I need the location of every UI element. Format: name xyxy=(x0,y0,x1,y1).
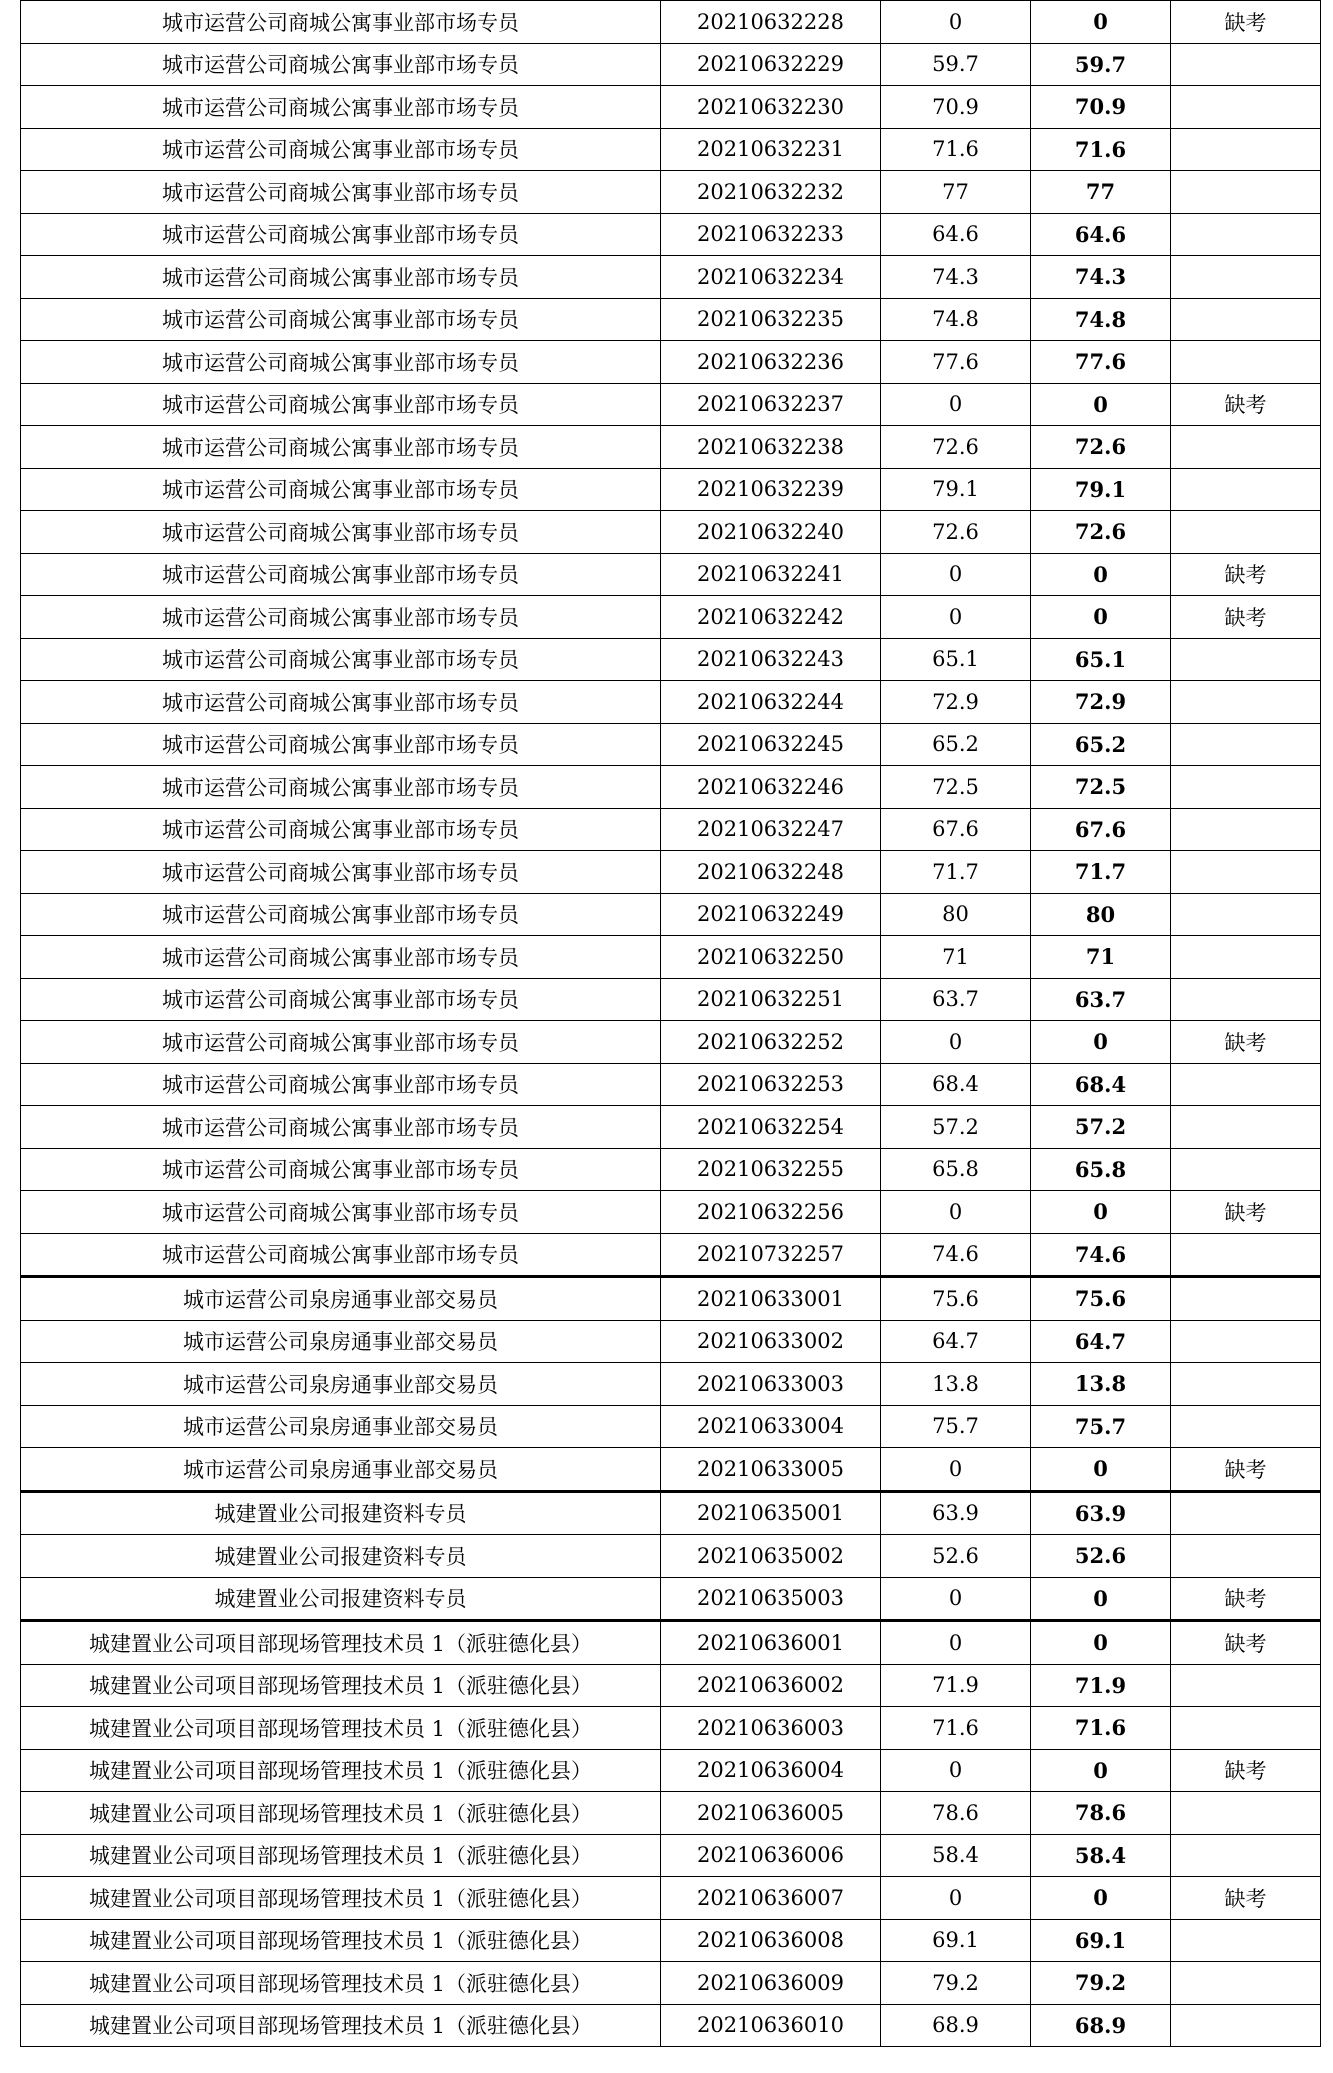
remark-cell xyxy=(1171,1491,1321,1535)
table-row xyxy=(21,1,1321,44)
final-score-cell: 0 xyxy=(1031,1448,1171,1492)
remark-cell: 缺考 xyxy=(1171,383,1321,426)
position-cell: 城市运营公司商城公寓事业部市场专员 xyxy=(21,128,661,171)
position-cell: 城市运营公司商城公寓事业部市场专员 xyxy=(21,213,661,256)
final-score-cell: 0 xyxy=(1031,1577,1171,1621)
candidate-id-cell: 20210636003 xyxy=(661,1707,881,1750)
written-score-cell: 71.9 xyxy=(881,1664,1031,1707)
table-row xyxy=(21,1621,1321,1665)
remark-cell xyxy=(1171,298,1321,341)
remark-cell xyxy=(1171,851,1321,894)
remark-cell xyxy=(1171,893,1321,936)
candidate-id-cell: 20210632250 xyxy=(661,936,881,979)
position-cell: 城市运营公司泉房通事业部交易员 xyxy=(21,1320,661,1363)
candidate-id-cell: 20210632230 xyxy=(661,86,881,129)
position-cell: 城市运营公司商城公寓事业部市场专员 xyxy=(21,723,661,766)
table-row xyxy=(21,1664,1321,1707)
position-cell: 城建置业公司项目部现场管理技术员 1（派驻德化县） xyxy=(21,1962,661,2005)
candidate-id-cell: 20210636010 xyxy=(661,2004,881,2047)
position-cell: 城市运营公司商城公寓事业部市场专员 xyxy=(21,426,661,469)
remark-cell: 缺考 xyxy=(1171,1,1321,44)
remark-cell xyxy=(1171,1962,1321,2005)
final-score-cell: 13.8 xyxy=(1031,1363,1171,1406)
written-score-cell: 0 xyxy=(881,1877,1031,1920)
written-score-cell: 75.6 xyxy=(881,1277,1031,1321)
table-row xyxy=(21,1834,1321,1877)
written-score-cell: 13.8 xyxy=(881,1363,1031,1406)
final-score-cell: 75.7 xyxy=(1031,1405,1171,1448)
candidate-id-cell: 20210632232 xyxy=(661,171,881,214)
final-score-cell: 78.6 xyxy=(1031,1792,1171,1835)
table-row xyxy=(21,256,1321,299)
remark-cell: 缺考 xyxy=(1171,1877,1321,1920)
candidate-id-cell: 20210636004 xyxy=(661,1749,881,1792)
table-row xyxy=(21,383,1321,426)
table-row xyxy=(21,723,1321,766)
final-score-cell: 0 xyxy=(1031,383,1171,426)
table-row xyxy=(21,1405,1321,1448)
written-score-cell: 71.6 xyxy=(881,128,1031,171)
remark-cell xyxy=(1171,43,1321,86)
position-cell: 城市运营公司商城公寓事业部市场专员 xyxy=(21,1191,661,1234)
final-score-cell: 71.7 xyxy=(1031,851,1171,894)
written-score-cell: 64.7 xyxy=(881,1320,1031,1363)
candidate-id-cell: 20210632241 xyxy=(661,553,881,596)
table-row xyxy=(21,1962,1321,2005)
final-score-cell: 77.6 xyxy=(1031,341,1171,384)
candidate-id-cell: 20210632244 xyxy=(661,681,881,724)
written-score-cell: 0 xyxy=(881,1448,1031,1492)
written-score-cell: 57.2 xyxy=(881,1106,1031,1149)
remark-cell: 缺考 xyxy=(1171,1577,1321,1621)
written-score-cell: 71.7 xyxy=(881,851,1031,894)
final-score-cell: 0 xyxy=(1031,1191,1171,1234)
score-table-body xyxy=(21,1,1321,2047)
candidate-id-cell: 20210632253 xyxy=(661,1063,881,1106)
remark-cell xyxy=(1171,766,1321,809)
candidate-id-cell: 20210635001 xyxy=(661,1491,881,1535)
position-cell: 城市运营公司商城公寓事业部市场专员 xyxy=(21,1148,661,1191)
candidate-id-cell: 20210632239 xyxy=(661,468,881,511)
table-row xyxy=(21,1233,1321,1277)
table-row xyxy=(21,893,1321,936)
table-row xyxy=(21,978,1321,1021)
position-cell: 城市运营公司商城公寓事业部市场专员 xyxy=(21,171,661,214)
final-score-cell: 72.5 xyxy=(1031,766,1171,809)
position-cell: 城市运营公司商城公寓事业部市场专员 xyxy=(21,553,661,596)
final-score-cell: 75.6 xyxy=(1031,1277,1171,1321)
candidate-id-cell: 20210632242 xyxy=(661,596,881,639)
candidate-id-cell: 20210632228 xyxy=(661,1,881,44)
candidate-id-cell: 20210632236 xyxy=(661,341,881,384)
written-score-cell: 72.9 xyxy=(881,681,1031,724)
final-score-cell: 74.8 xyxy=(1031,298,1171,341)
position-cell: 城建置业公司报建资料专员 xyxy=(21,1535,661,1578)
final-score-cell: 77 xyxy=(1031,171,1171,214)
written-score-cell: 74.3 xyxy=(881,256,1031,299)
final-score-cell: 0 xyxy=(1031,596,1171,639)
final-score-cell: 71.9 xyxy=(1031,1664,1171,1707)
table-row xyxy=(21,1491,1321,1535)
written-score-cell: 0 xyxy=(881,1749,1031,1792)
final-score-cell: 0 xyxy=(1031,1749,1171,1792)
written-score-cell: 65.2 xyxy=(881,723,1031,766)
written-score-cell: 70.9 xyxy=(881,86,1031,129)
candidate-id-cell: 20210632252 xyxy=(661,1021,881,1064)
table-row xyxy=(21,1148,1321,1191)
final-score-cell: 0 xyxy=(1031,1021,1171,1064)
table-row xyxy=(21,1577,1321,1621)
final-score-cell: 72.9 xyxy=(1031,681,1171,724)
written-score-cell: 52.6 xyxy=(881,1535,1031,1578)
position-cell: 城市运营公司商城公寓事业部市场专员 xyxy=(21,298,661,341)
final-score-cell: 65.2 xyxy=(1031,723,1171,766)
position-cell: 城市运营公司商城公寓事业部市场专员 xyxy=(21,468,661,511)
table-row xyxy=(21,1707,1321,1750)
written-score-cell: 79.2 xyxy=(881,1962,1031,2005)
written-score-cell: 0 xyxy=(881,553,1031,596)
written-score-cell: 0 xyxy=(881,1621,1031,1665)
table-row xyxy=(21,341,1321,384)
table-row xyxy=(21,1191,1321,1234)
position-cell: 城市运营公司商城公寓事业部市场专员 xyxy=(21,596,661,639)
position-cell: 城市运营公司商城公寓事业部市场专员 xyxy=(21,1021,661,1064)
position-cell: 城市运营公司商城公寓事业部市场专员 xyxy=(21,766,661,809)
position-cell: 城建置业公司项目部现场管理技术员 1（派驻德化县） xyxy=(21,1834,661,1877)
table-row xyxy=(21,128,1321,171)
remark-cell xyxy=(1171,2004,1321,2047)
candidate-id-cell: 20210632234 xyxy=(661,256,881,299)
candidate-id-cell: 20210632238 xyxy=(661,426,881,469)
table-row xyxy=(21,1021,1321,1064)
final-score-cell: 79.2 xyxy=(1031,1962,1171,2005)
final-score-cell: 0 xyxy=(1031,1877,1171,1920)
final-score-cell: 68.9 xyxy=(1031,2004,1171,2047)
position-cell: 城市运营公司商城公寓事业部市场专员 xyxy=(21,1,661,44)
candidate-id-cell: 20210633004 xyxy=(661,1405,881,1448)
final-score-cell: 69.1 xyxy=(1031,1919,1171,1962)
table-row xyxy=(21,596,1321,639)
position-cell: 城建置业公司项目部现场管理技术员 1（派驻德化县） xyxy=(21,1792,661,1835)
position-cell: 城市运营公司商城公寓事业部市场专员 xyxy=(21,43,661,86)
written-score-cell: 0 xyxy=(881,1021,1031,1064)
candidate-id-cell: 20210636001 xyxy=(661,1621,881,1665)
table-row xyxy=(21,2004,1321,2047)
written-score-cell: 77 xyxy=(881,171,1031,214)
remark-cell xyxy=(1171,468,1321,511)
candidate-id-cell: 20210632229 xyxy=(661,43,881,86)
position-cell: 城市运营公司泉房通事业部交易员 xyxy=(21,1405,661,1448)
position-cell: 城市运营公司商城公寓事业部市场专员 xyxy=(21,86,661,129)
written-score-cell: 65.1 xyxy=(881,638,1031,681)
final-score-cell: 74.6 xyxy=(1031,1233,1171,1277)
final-score-cell: 65.8 xyxy=(1031,1148,1171,1191)
position-cell: 城市运营公司商城公寓事业部市场专员 xyxy=(21,341,661,384)
table-row xyxy=(21,936,1321,979)
written-score-cell: 58.4 xyxy=(881,1834,1031,1877)
final-score-cell: 65.1 xyxy=(1031,638,1171,681)
candidate-id-cell: 20210632231 xyxy=(661,128,881,171)
remark-cell xyxy=(1171,256,1321,299)
remark-cell xyxy=(1171,723,1321,766)
written-score-cell: 0 xyxy=(881,1,1031,44)
written-score-cell: 72.5 xyxy=(881,766,1031,809)
written-score-cell: 63.9 xyxy=(881,1491,1031,1535)
remark-cell xyxy=(1171,426,1321,469)
table-row xyxy=(21,638,1321,681)
final-score-cell: 68.4 xyxy=(1031,1063,1171,1106)
position-cell: 城建置业公司项目部现场管理技术员 1（派驻德化县） xyxy=(21,2004,661,2047)
remark-cell xyxy=(1171,936,1321,979)
position-cell: 城市运营公司商城公寓事业部市场专员 xyxy=(21,383,661,426)
candidate-id-cell: 20210633005 xyxy=(661,1448,881,1492)
remark-cell xyxy=(1171,638,1321,681)
remark-cell xyxy=(1171,1148,1321,1191)
position-cell: 城市运营公司商城公寓事业部市场专员 xyxy=(21,978,661,1021)
final-score-cell: 71.6 xyxy=(1031,128,1171,171)
remark-cell xyxy=(1171,1919,1321,1962)
candidate-id-cell: 20210732257 xyxy=(661,1233,881,1277)
position-cell: 城市运营公司商城公寓事业部市场专员 xyxy=(21,936,661,979)
remark-cell xyxy=(1171,1707,1321,1750)
candidate-id-cell: 20210633003 xyxy=(661,1363,881,1406)
candidate-id-cell: 20210632240 xyxy=(661,511,881,554)
written-score-cell: 65.8 xyxy=(881,1148,1031,1191)
position-cell: 城市运营公司商城公寓事业部市场专员 xyxy=(21,893,661,936)
position-cell: 城市运营公司商城公寓事业部市场专员 xyxy=(21,1106,661,1149)
remark-cell xyxy=(1171,341,1321,384)
table-row xyxy=(21,1448,1321,1492)
position-cell: 城市运营公司商城公寓事业部市场专员 xyxy=(21,256,661,299)
position-cell: 城市运营公司泉房通事业部交易员 xyxy=(21,1448,661,1492)
written-score-cell: 0 xyxy=(881,383,1031,426)
final-score-cell: 72.6 xyxy=(1031,511,1171,554)
table-row xyxy=(21,1877,1321,1920)
table-row xyxy=(21,468,1321,511)
candidate-id-cell: 20210635002 xyxy=(661,1535,881,1578)
final-score-cell: 72.6 xyxy=(1031,426,1171,469)
written-score-cell: 71.6 xyxy=(881,1707,1031,1750)
candidate-id-cell: 20210632237 xyxy=(661,383,881,426)
final-score-cell: 67.6 xyxy=(1031,808,1171,851)
candidate-id-cell: 20210632256 xyxy=(661,1191,881,1234)
position-cell: 城建置业公司报建资料专员 xyxy=(21,1491,661,1535)
written-score-cell: 64.6 xyxy=(881,213,1031,256)
table-row xyxy=(21,298,1321,341)
position-cell: 城市运营公司泉房通事业部交易员 xyxy=(21,1277,661,1321)
written-score-cell: 79.1 xyxy=(881,468,1031,511)
remark-cell: 缺考 xyxy=(1171,596,1321,639)
candidate-id-cell: 20210633002 xyxy=(661,1320,881,1363)
final-score-cell: 80 xyxy=(1031,893,1171,936)
written-score-cell: 78.6 xyxy=(881,1792,1031,1835)
remark-cell xyxy=(1171,1277,1321,1321)
table-row xyxy=(21,86,1321,129)
table-row xyxy=(21,1919,1321,1962)
table-row xyxy=(21,1535,1321,1578)
remark-cell xyxy=(1171,1233,1321,1277)
final-score-cell: 52.6 xyxy=(1031,1535,1171,1578)
remark-cell xyxy=(1171,681,1321,724)
position-cell: 城市运营公司商城公寓事业部市场专员 xyxy=(21,808,661,851)
table-row xyxy=(21,1063,1321,1106)
table-row xyxy=(21,1363,1321,1406)
remark-cell xyxy=(1171,1063,1321,1106)
position-cell: 城建置业公司项目部现场管理技术员 1（派驻德化县） xyxy=(21,1919,661,1962)
position-cell: 城市运营公司商城公寓事业部市场专员 xyxy=(21,1063,661,1106)
written-score-cell: 72.6 xyxy=(881,426,1031,469)
remark-cell xyxy=(1171,978,1321,1021)
final-score-cell: 57.2 xyxy=(1031,1106,1171,1149)
written-score-cell: 63.7 xyxy=(881,978,1031,1021)
table-row xyxy=(21,1320,1321,1363)
candidate-id-cell: 20210636009 xyxy=(661,1962,881,2005)
candidate-id-cell: 20210632249 xyxy=(661,893,881,936)
candidate-id-cell: 20210632233 xyxy=(661,213,881,256)
final-score-cell: 64.7 xyxy=(1031,1320,1171,1363)
final-score-cell: 0 xyxy=(1031,1,1171,44)
written-score-cell: 0 xyxy=(881,1191,1031,1234)
remark-cell xyxy=(1171,1363,1321,1406)
position-cell: 城建置业公司项目部现场管理技术员 1（派驻德化县） xyxy=(21,1621,661,1665)
final-score-cell: 71.6 xyxy=(1031,1707,1171,1750)
remark-cell xyxy=(1171,86,1321,129)
final-score-cell: 79.1 xyxy=(1031,468,1171,511)
remark-cell xyxy=(1171,511,1321,554)
final-score-cell: 59.7 xyxy=(1031,43,1171,86)
score-table xyxy=(20,0,1321,2047)
candidate-id-cell: 20210636006 xyxy=(661,1834,881,1877)
remark-cell xyxy=(1171,1834,1321,1877)
written-score-cell: 77.6 xyxy=(881,341,1031,384)
position-cell: 城建置业公司项目部现场管理技术员 1（派驻德化县） xyxy=(21,1707,661,1750)
remark-cell: 缺考 xyxy=(1171,1749,1321,1792)
table-row xyxy=(21,1277,1321,1321)
written-score-cell: 68.4 xyxy=(881,1063,1031,1106)
written-score-cell: 68.9 xyxy=(881,2004,1031,2047)
remark-cell: 缺考 xyxy=(1171,1448,1321,1492)
position-cell: 城市运营公司商城公寓事业部市场专员 xyxy=(21,681,661,724)
remark-cell xyxy=(1171,171,1321,214)
position-cell: 城市运营公司商城公寓事业部市场专员 xyxy=(21,851,661,894)
remark-cell xyxy=(1171,808,1321,851)
table-row xyxy=(21,851,1321,894)
candidate-id-cell: 20210632246 xyxy=(661,766,881,809)
position-cell: 城市运营公司商城公寓事业部市场专员 xyxy=(21,1233,661,1277)
remark-cell xyxy=(1171,1792,1321,1835)
position-cell: 城市运营公司泉房通事业部交易员 xyxy=(21,1363,661,1406)
remark-cell: 缺考 xyxy=(1171,1191,1321,1234)
candidate-id-cell: 20210632245 xyxy=(661,723,881,766)
written-score-cell: 72.6 xyxy=(881,511,1031,554)
candidate-id-cell: 20210632247 xyxy=(661,808,881,851)
table-row xyxy=(21,808,1321,851)
remark-cell xyxy=(1171,128,1321,171)
table-row xyxy=(21,1106,1321,1149)
table-row xyxy=(21,1749,1321,1792)
written-score-cell: 71 xyxy=(881,936,1031,979)
final-score-cell: 0 xyxy=(1031,553,1171,596)
table-row xyxy=(21,213,1321,256)
written-score-cell: 74.6 xyxy=(881,1233,1031,1277)
remark-cell xyxy=(1171,1664,1321,1707)
final-score-cell: 63.7 xyxy=(1031,978,1171,1021)
written-score-cell: 69.1 xyxy=(881,1919,1031,1962)
final-score-cell: 70.9 xyxy=(1031,86,1171,129)
written-score-cell: 0 xyxy=(881,1577,1031,1621)
candidate-id-cell: 20210632255 xyxy=(661,1148,881,1191)
candidate-id-cell: 20210636002 xyxy=(661,1664,881,1707)
candidate-id-cell: 20210632235 xyxy=(661,298,881,341)
written-score-cell: 75.7 xyxy=(881,1405,1031,1448)
written-score-cell: 80 xyxy=(881,893,1031,936)
candidate-id-cell: 20210636007 xyxy=(661,1877,881,1920)
candidate-id-cell: 20210633001 xyxy=(661,1277,881,1321)
table-row xyxy=(21,43,1321,86)
position-cell: 城建置业公司项目部现场管理技术员 1（派驻德化县） xyxy=(21,1749,661,1792)
final-score-cell: 71 xyxy=(1031,936,1171,979)
remark-cell: 缺考 xyxy=(1171,1621,1321,1665)
remark-cell xyxy=(1171,1320,1321,1363)
final-score-cell: 58.4 xyxy=(1031,1834,1171,1877)
remark-cell xyxy=(1171,213,1321,256)
position-cell: 城建置业公司报建资料专员 xyxy=(21,1577,661,1621)
remark-cell xyxy=(1171,1106,1321,1149)
table-row xyxy=(21,426,1321,469)
final-score-cell: 64.6 xyxy=(1031,213,1171,256)
candidate-id-cell: 20210632243 xyxy=(661,638,881,681)
table-row xyxy=(21,553,1321,596)
position-cell: 城建置业公司项目部现场管理技术员 1（派驻德化县） xyxy=(21,1664,661,1707)
written-score-cell: 0 xyxy=(881,596,1031,639)
table-row xyxy=(21,511,1321,554)
table-row xyxy=(21,681,1321,724)
table-row xyxy=(21,171,1321,214)
table-row xyxy=(21,766,1321,809)
final-score-cell: 74.3 xyxy=(1031,256,1171,299)
written-score-cell: 74.8 xyxy=(881,298,1031,341)
position-cell: 城市运营公司商城公寓事业部市场专员 xyxy=(21,511,661,554)
written-score-cell: 59.7 xyxy=(881,43,1031,86)
candidate-id-cell: 20210632248 xyxy=(661,851,881,894)
table-row xyxy=(21,1792,1321,1835)
final-score-cell: 0 xyxy=(1031,1621,1171,1665)
remark-cell xyxy=(1171,1535,1321,1578)
final-score-cell: 63.9 xyxy=(1031,1491,1171,1535)
remark-cell xyxy=(1171,1405,1321,1448)
remark-cell: 缺考 xyxy=(1171,553,1321,596)
candidate-id-cell: 20210632251 xyxy=(661,978,881,1021)
candidate-id-cell: 20210636008 xyxy=(661,1919,881,1962)
remark-cell: 缺考 xyxy=(1171,1021,1321,1064)
position-cell: 城市运营公司商城公寓事业部市场专员 xyxy=(21,638,661,681)
candidate-id-cell: 20210632254 xyxy=(661,1106,881,1149)
position-cell: 城建置业公司项目部现场管理技术员 1（派驻德化县） xyxy=(21,1877,661,1920)
candidate-id-cell: 20210635003 xyxy=(661,1577,881,1621)
candidate-id-cell: 20210636005 xyxy=(661,1792,881,1835)
written-score-cell: 67.6 xyxy=(881,808,1031,851)
